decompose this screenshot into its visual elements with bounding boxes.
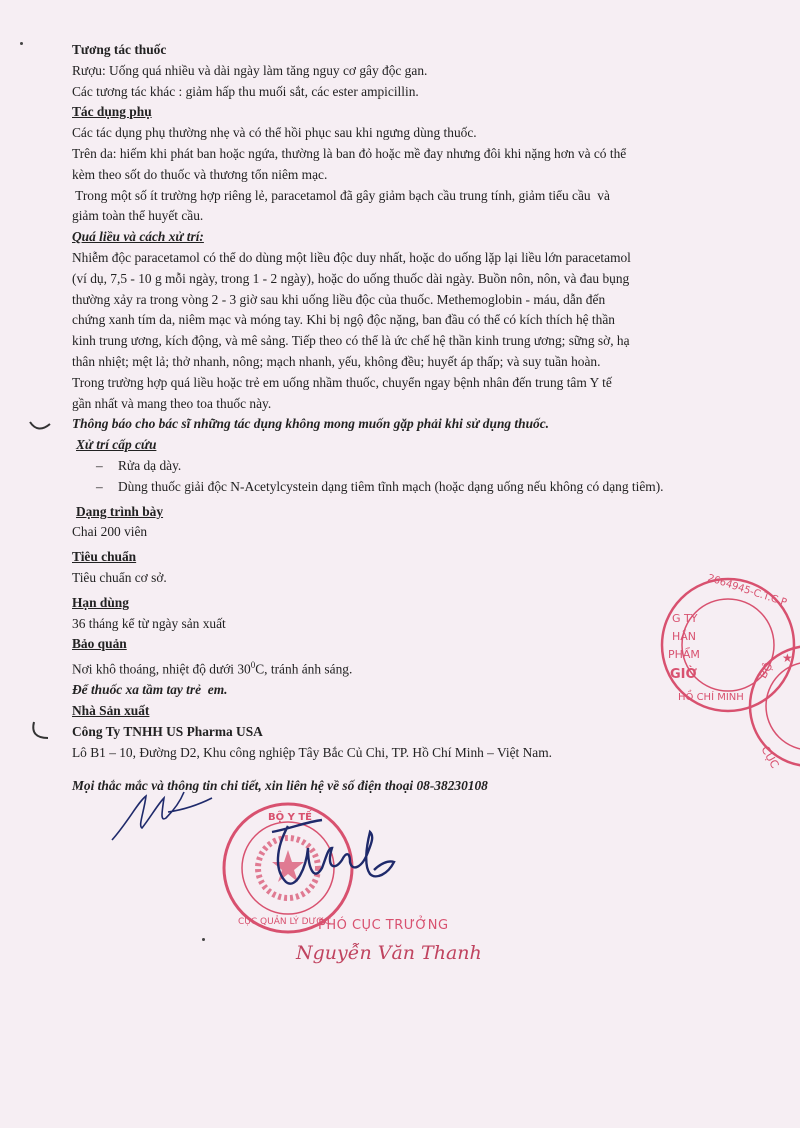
text-line: Các tương tác khác : giảm hấp thu muối sắt, các ester ampicillin.: [72, 83, 419, 99]
text-line: Nhiễm độc paracetamol có thể do dùng một liều độc duy nhất, hoặc do uống lặp lại liều lớn paracetamol: [72, 249, 631, 265]
stamp-text: BỘ: [756, 660, 776, 681]
binding-mark: [26, 716, 54, 748]
stamp-registration-number: 2664945-C.T.C.P: [706, 572, 788, 609]
section-title-overdose: Quá liều và cách xử trí:: [72, 229, 204, 245]
section-title-manufacturer: Nhà Sản xuất: [72, 703, 150, 719]
text-line: Rượu: Uống quá nhiều và dài ngày làm tăng nguy cơ gây độc gan.: [72, 62, 428, 78]
text-line: Trên da: hiếm khi phát ban hoặc ngứa, thường là ban đỏ hoặc mề đay nhưng đôi khi nặng hơn và có thể: [72, 145, 627, 161]
stamp-text: G TY: [672, 612, 698, 625]
storage-warning: Để thuốc xa tầm tay trẻ em.: [72, 682, 228, 698]
signature-name: Nguyễn Văn Thanh: [296, 942, 482, 964]
list-item-text: Dùng thuốc giải độc N-Acetylcystein dạng tiêm tĩnh mạch (hoặc dạng uống nếu không có dạng tiêm).: [118, 478, 664, 494]
seal-bottom-text: CỤC QUẢN LÝ DƯỢC: [238, 917, 331, 927]
section-title-side-effects: Tác dụng phụ: [72, 104, 152, 120]
text-line: (ví dụ, 7,5 - 10 g mỗi ngày, trong 1 - 2 ngày), hoặc do uống thuốc dài ngày. Buồn nôn, nôn, và đau bụng: [72, 270, 630, 286]
list-item-text: Rửa dạ dày.: [118, 457, 182, 473]
dash-bullet: –: [96, 478, 103, 494]
dash-bullet: –: [96, 457, 103, 473]
text-line: thân nhiệt; mệt lả; thở nhanh, nông; mạch nhanh, yếu, không đều; huyết áp thấp; và suy tuần hoàn.: [72, 353, 601, 369]
list-item: [72, 477, 738, 498]
list-item: [72, 456, 742, 477]
text-line: Trong một số ít trường hợp riêng lẻ, paracetamol đã gây giảm bạch cầu trung tính, giảm tiểu cầu và: [72, 187, 610, 203]
binding-mark: [26, 410, 54, 438]
standard-value: Tiêu chuẩn cơ sở.: [72, 569, 167, 585]
text-line: kèm theo sốt do thuốc và thương tổn niêm mạc.: [72, 166, 328, 182]
presentation-value: Chai 200 viên: [72, 524, 148, 540]
text-line: chứng xanh tím da, niêm mạc và móng tay. Khi bị ngộ độc nặng, ban đầu có thể có kích thích hệ thần: [72, 312, 615, 328]
text-line: giảm toàn thể huyết cầu.: [72, 208, 204, 224]
section-title-standard: Tiêu chuẩn: [72, 549, 137, 565]
text-line: thường xảy ra trong vòng 2 - 3 giờ sau khi uống liều độc của thuốc. Methemoglobin - máu, dẫn đến: [72, 291, 606, 307]
stamp-text: CỤC: [758, 743, 782, 771]
speck: [20, 42, 23, 45]
manufacturer-address: Lô B1 – 10, Đường D2, Khu công nghiệp Tây Bắc Củ Chi, TP. Hồ Chí Minh – Việt Nam.: [72, 744, 552, 760]
initials-signature: [108, 782, 218, 844]
seal-top-text: BỘ Y TẾ: [268, 812, 312, 823]
text-line: gần nhất và mang theo toa thuốc này.: [72, 395, 272, 411]
section-title-first-aid: Xử trí cấp cứu: [76, 437, 157, 453]
stamp-text: HỒ CHÍ MINH: [678, 692, 744, 703]
leaflet-body: [72, 40, 742, 796]
doctor-notice: Thông báo cho bác sĩ những tác dụng không mong muốn gặp phải khi sử dụng thuốc.: [72, 416, 550, 432]
text-line: Các tác dụng phụ thường nhẹ và có thể hồi phục sau khi ngưng dùng thuốc.: [72, 125, 477, 141]
stamp-text: PHẨM: [668, 648, 700, 661]
text-line: kinh trung ương, kích động, và mê sảng. Tiếp theo có thể là ức chế hệ thần kinh trung ương; sững sờ, hạ: [72, 333, 630, 349]
speck: [202, 938, 205, 941]
section-title-expiry: Hạn dùng: [72, 594, 129, 610]
contact-line: Mọi thắc mắc và thông tin chi tiết, xin liên hệ về số điện thoại 08-38230108: [72, 777, 488, 793]
expiry-value: 36 tháng kể từ ngày sản xuất: [72, 615, 226, 631]
manufacturer-company: Công Ty TNHH US Pharma USA: [72, 723, 263, 739]
star-icon: ★: [782, 651, 793, 665]
section-title-presentation: Dạng trình bày: [76, 503, 164, 519]
section-title-storage: Bảo quản: [72, 636, 127, 652]
partial-stamp: [748, 636, 800, 776]
stamp-text: HẦN: [672, 630, 697, 643]
text-line: Trong trường hợp quá liều hoặc trẻ em uống nhầm thuốc, chuyển ngay bệnh nhân đến trung tâm Y tế: [72, 374, 612, 390]
stamp-text: GIỜ: [670, 667, 697, 682]
section-title-interactions: Tương tác thuốc: [72, 42, 167, 57]
main-signature: [262, 808, 402, 898]
storage-value: Nơi khô thoáng, nhiệt độ dưới $30^0C$, tránh ánh sáng.: [72, 660, 353, 677]
signature-role: PHÓ CỤC TRƯỞNG: [318, 918, 449, 933]
